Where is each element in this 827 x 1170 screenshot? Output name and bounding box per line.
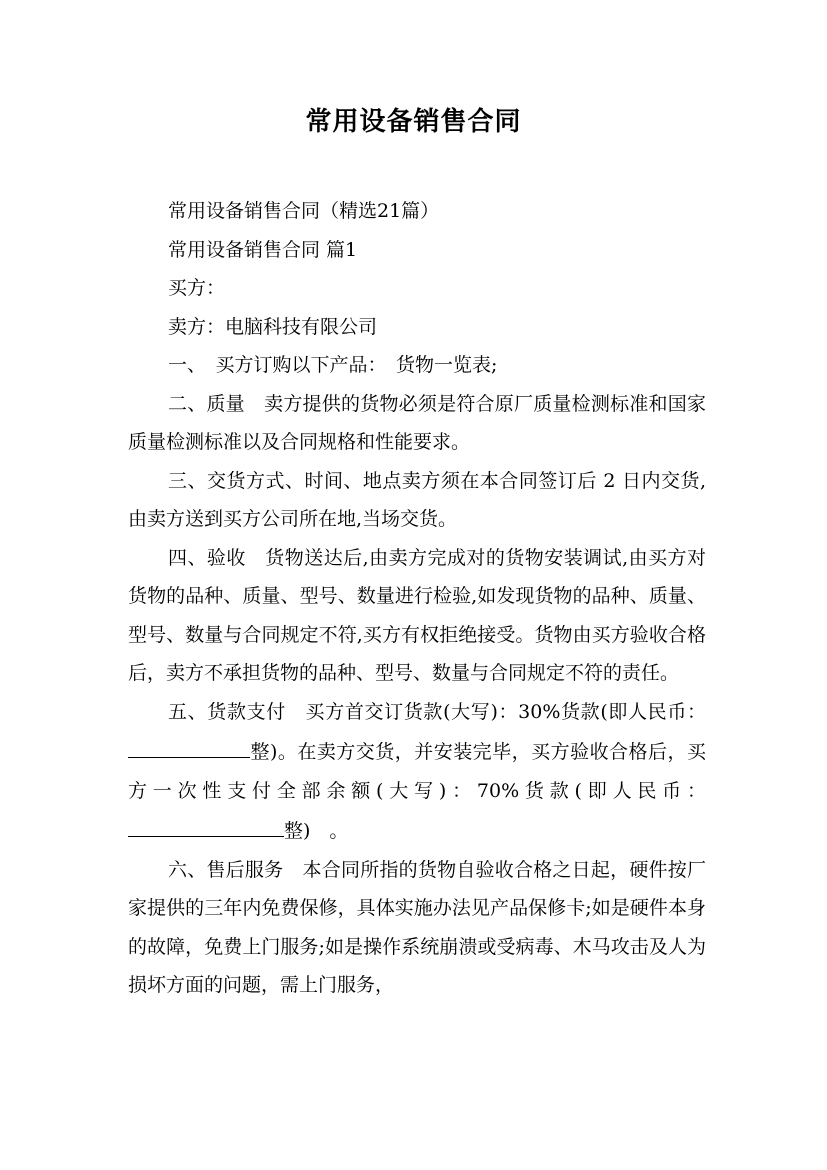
paragraph-section-heading: 常用设备销售合同 篇1	[168, 238, 358, 261]
paragraph-subtitle: 常用设备销售合同（精选21篇）	[168, 200, 440, 222]
document-body	[128, 192, 706, 1005]
paragraph-clause-6: 六、售后服务 本合同所指的货物自验收合格之日起，硬件按厂家提供的三年内免费保修，具体实施办法见产品保修卡;如是硬件本身的故障，免费上门服务;如是操作系统崩溃或受病毒、木马攻击及人为损坏方面的问题，需上门服务，	[128, 858, 706, 996]
clause-5-text-b: 整)。在卖方交货，并安装完毕，买方验收合格后，买方一次性支付全部余额(大写)：70%货款(即人民币：	[128, 741, 706, 802]
paragraph-clause-5	[128, 693, 706, 851]
paragraph-seller: 卖方：电脑科技有限公司	[168, 315, 378, 338]
clause-5-text-c: 整) 。	[284, 820, 349, 842]
paragraph-clause-3: 三、交货方式、时间、地点卖方须在本合同签订后 2 日内交货,由卖方送到买方公司所在地,当场交货。	[128, 469, 706, 530]
paragraph-clause-1: 一、 买方订购以下产品： 货物一览表;	[168, 354, 498, 376]
blank-line-deposit	[128, 731, 250, 758]
paragraph-buyer: 买方：	[168, 277, 226, 299]
paragraph-clause-4: 四、验收 货物送达后,由卖方完成对的货物安装调试,由买方对货物的品种、质量、型号、数量进行检验,如发现货物的品种、质量、型号、数量与合同规定不符,买方有权拒绝接受。货物由买方验收合格后，卖方不承担货物的品种、型号、数量与合同规定不符的责任。	[128, 546, 706, 684]
clause-5-text-a: 五、货款支付 买方首交订货款(大写)：30%货款(即人民币：	[168, 700, 706, 723]
document-title: 常用设备销售合同	[305, 107, 522, 137]
paragraph-clause-2: 二、质量 卖方提供的货物必须是符合原厂质量检测标准和国家质量检测标准以及合同规格和性能要求。	[128, 392, 706, 453]
blank-line-balance	[128, 810, 284, 837]
